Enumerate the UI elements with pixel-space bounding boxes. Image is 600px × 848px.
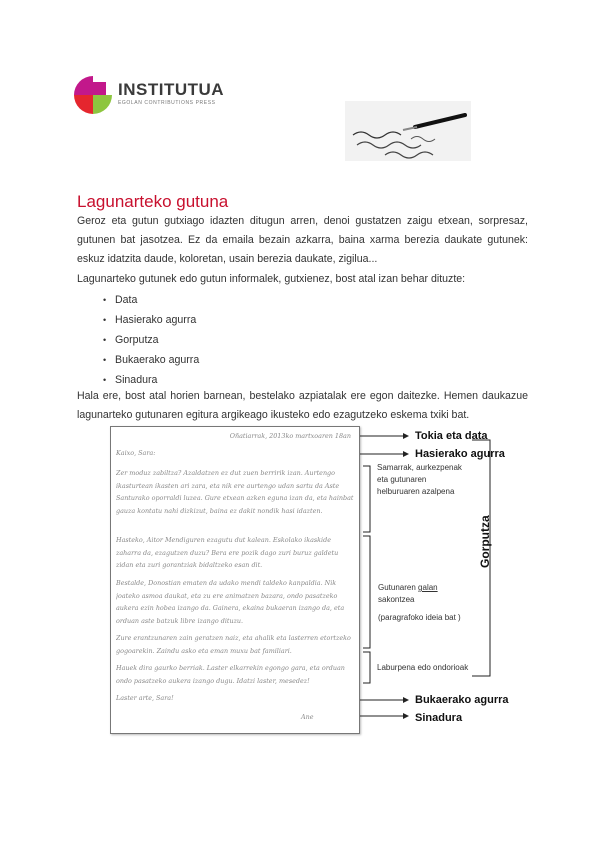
letter-paragraph: Zure erantzunaren zain geratzen naiz, eta ahalik eta lasterren etortzeko gogoarekin. Zaindu asko eta eman muxu bat familiari.: [116, 634, 351, 655]
bracket-summary: [363, 652, 370, 683]
letter-date: Oñatiarrak, 2013ko martxoaren 18an: [229, 432, 351, 440]
label-intro: Samarrak, aurkezpenak eta gutunaren helburuaren azalpena: [377, 463, 462, 496]
bracket-development: [363, 536, 370, 648]
label-signature: Sinadura: [415, 712, 463, 724]
letter-closing: Laster arte, Sara!: [116, 694, 174, 702]
label-development-3: sakontzea: [378, 595, 415, 604]
list-item: • Gorputza: [103, 330, 199, 350]
label-development-2: galan: [418, 583, 438, 592]
list-item: • Hasierako agurra: [103, 310, 199, 330]
label-closing: Bukaerako agurra: [415, 694, 509, 706]
logo-subtitle: EGOLAN CONTRIBUTIONS PRESS: [118, 100, 216, 106]
letter-paragraph: Hasteko, Aitor Mendiguren ezagutu dut kalean. Eskolako ikaskide zaharra da, ezagutzen duzu? Bera ere pozik dago zuri buruz galdetu zidan eta zuri gorantziak bidaltzeko esan dit.: [116, 536, 339, 569]
page-title: Lagunarteko gutuna: [77, 192, 229, 211]
letter-signature: Ane: [301, 713, 314, 721]
list-item: • Bukaerako agurra: [103, 350, 199, 370]
parts-intro: Lagunarteko gutunek edo gutun informalek, gutxienez, bost atal izan behar dituzte:: [77, 273, 466, 285]
intro-paragraph: Geroz eta gutun gutxiago idazten ditugun arren, denoi gustatzen zaigu etxean, sorpresaz, gutunen bat jasotzea. Ez da emaila bezain azkarra, baina xarma berezia daukate gutunek: eskuz idatzita daude, koloretan, usain berezia daukate, zigilua...: [77, 215, 528, 265]
label-development-1: Gutunaren: [378, 583, 416, 592]
label-summary: Laburpena edo ondorioak: [377, 663, 469, 672]
letter-paragraph: Hauek dira gaurko berriak. Laster elkarrekin egongo gara, eta orduan ondo pasatzeko aukera izango dugu. Idatzi laster, mesedez!: [116, 664, 345, 685]
logo-name: INSTITUTUA: [118, 80, 225, 99]
outro-paragraph: Hala ere, bost atal horien barnean, bestelako azpiatalak ere egon daitezke. Hemen daukazue lagunarteko gutunaren egitura argikeago ikusteko edo ezagutzeko eskema txiki bat.: [77, 390, 528, 421]
list-item: • Data: [103, 290, 199, 310]
letter-paragraph: Zer moduz zabiltza? Azaldatzen ez dut zuen berririk izan. Aurtengo ikasturtean ikasten ari zara, eta nik ere aurtengo udan sartu da Aste Santurako oporraldi luzea. Gure etxean azken eguna izan da, eta hainbat gauza kontatu nahi dizkizut, baina ez dakit nondik hasi idazten.: [116, 469, 354, 515]
letter-paragraph: Bestalde, Donostian ematen da udako mendi taldeko kanpaldia. Nik joateko asmoa daukat, eta zu ere animatzen bazara, ondo pasatzeko aukera ezin hobea izango da. Gainera, ekaina bukaeran izango da, eta orduan aste batzuk libre izango dituzu.: [116, 579, 345, 625]
list-item: • Sinadura: [103, 370, 199, 390]
bracket-intro: [363, 466, 370, 532]
label-paragraph-note: (paragrafoko ideia bat ): [378, 613, 461, 622]
letter-greeting: Kaixo, Sara:: [116, 449, 156, 457]
label-greeting: Hasierako agurra: [415, 448, 505, 460]
label-development: [378, 582, 468, 606]
label-date: Tokia eta data: [415, 430, 488, 442]
label-body: Gorputza: [478, 515, 492, 568]
